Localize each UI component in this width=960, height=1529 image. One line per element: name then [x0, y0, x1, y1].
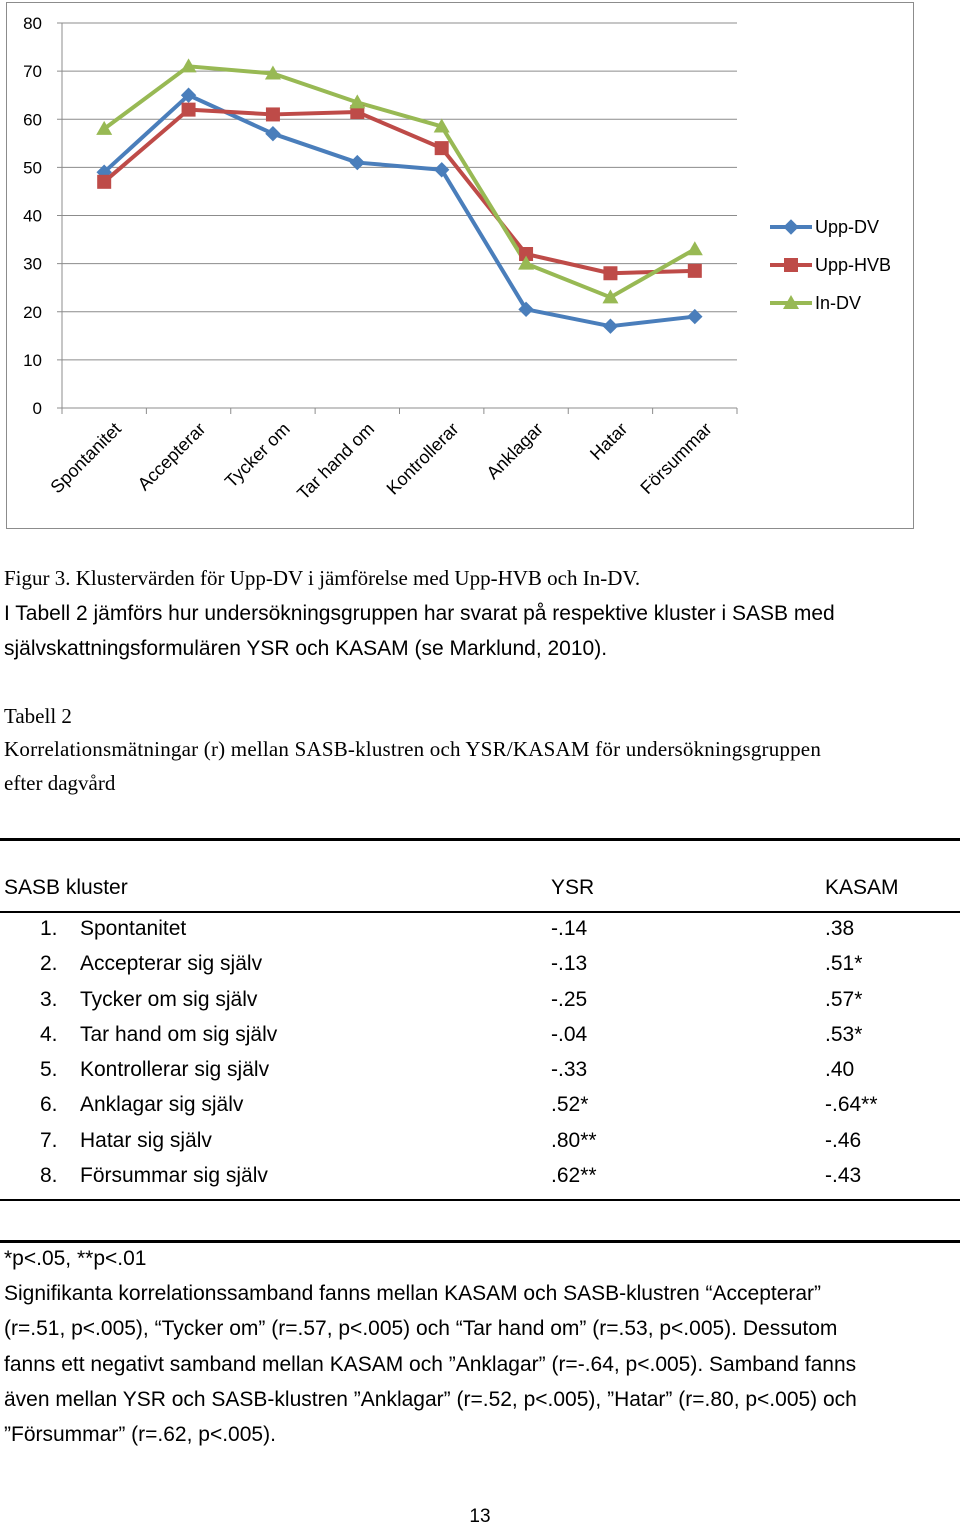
data-point-square: [266, 107, 280, 121]
y-tick-label: 50: [23, 158, 42, 178]
table-title-line-1: Korrelationsmätningar (r) mellan SASB-klustren och YSR/KASAM för undersökningsgruppen: [4, 737, 822, 761]
table-row: [0, 1058, 960, 1093]
data-point-triangle: [687, 241, 703, 255]
row-kasam: .38: [825, 917, 855, 940]
table-title-line-2: efter dagvård: [4, 771, 116, 795]
data-point-diamond: [603, 319, 617, 333]
row-number: 5.: [40, 1058, 58, 1081]
row-kasam: .51*: [825, 952, 863, 975]
row-ysr: .80**: [551, 1129, 597, 1152]
significance-note: *p<.05, **p<.01: [4, 1247, 147, 1270]
row-kasam: -.46: [825, 1129, 862, 1152]
row-cluster: Kontrollerar sig själv: [80, 1058, 270, 1081]
table-header-sasb: SASB kluster: [4, 876, 128, 899]
y-tick-label: 10: [23, 350, 42, 370]
row-number: 7.: [40, 1129, 58, 1152]
page-number: 13: [469, 1506, 491, 1527]
x-tick-label: Accepterar: [133, 418, 210, 495]
data-point-square: [784, 258, 798, 272]
table-top-rule: [0, 838, 960, 841]
data-point-square: [182, 103, 196, 117]
row-number: 1.: [40, 917, 58, 940]
row-ysr: -.33: [551, 1058, 588, 1081]
legend-label: Upp-HVB: [815, 255, 892, 275]
row-cluster: Tar hand om sig själv: [80, 1023, 278, 1046]
figure-caption: Figur 3. Klustervärden för Upp-DV i jämförelse med Upp-HVB och In-DV.: [4, 566, 641, 590]
x-tick-label: Tycker om: [220, 418, 294, 492]
row-number: 6.: [40, 1093, 58, 1116]
table-label: Tabell 2: [4, 704, 72, 728]
x-tick-label: Försummar: [636, 418, 716, 498]
row-ysr: .52*: [551, 1093, 589, 1116]
row-ysr: .62**: [551, 1164, 597, 1187]
conclusion-line-5: ”Försummar” (r=.62, p<.005).: [4, 1423, 276, 1446]
row-cluster: Tycker om sig själv: [80, 988, 258, 1011]
row-kasam: .40: [825, 1058, 855, 1081]
y-tick-label: 20: [23, 302, 42, 322]
conclusion-line-3: fanns ett negativt samband mellan KASAM och ”Anklagar” (r=-.64, p<.005). Samband fanns: [4, 1353, 857, 1376]
row-ysr: -.04: [551, 1023, 588, 1046]
table-header-kasam: KASAM: [825, 876, 899, 899]
x-tick-label: Anklagar: [482, 418, 547, 484]
row-number: 3.: [40, 988, 58, 1011]
row-cluster: Försummar sig själv: [80, 1164, 268, 1187]
row-kasam: .53*: [825, 1023, 863, 1046]
x-tick-label: Tar hand om: [293, 418, 379, 504]
y-tick-label: 60: [23, 110, 42, 130]
row-number: 8.: [40, 1164, 58, 1187]
row-kasam: -.43: [825, 1164, 862, 1187]
table-row: [0, 988, 960, 1023]
row-ysr: -.13: [551, 952, 588, 975]
x-tick-label: Kontrollerar: [382, 418, 463, 499]
table-row: [0, 917, 960, 952]
table-bottom-rule: [0, 1199, 960, 1201]
series-line-in-dv: [104, 66, 695, 297]
intro-line-1: I Tabell 2 jämförs hur undersökningsgruppen har svarat på respektive kluster i SASB med: [4, 602, 835, 625]
y-tick-label: 40: [23, 206, 42, 226]
table-header-ysr: YSR: [551, 876, 595, 899]
data-point-diamond: [784, 220, 798, 234]
x-tick-label: Spontanitet: [46, 418, 126, 498]
series-line-upp-hvb: [104, 110, 695, 274]
table-row: [0, 952, 960, 987]
data-point-square: [688, 264, 702, 278]
y-tick-label: 30: [23, 254, 42, 274]
table-row: [0, 1129, 960, 1164]
data-point-diamond: [266, 127, 280, 141]
row-ysr: -.14: [551, 917, 588, 940]
row-number: 2.: [40, 952, 58, 975]
y-tick-label: 70: [23, 62, 42, 82]
row-kasam: -.64**: [825, 1093, 878, 1116]
conclusion-line-2: (r=.51, p<.005), “Tycker om” (r=.57, p<.005) och “Tar hand om” (r=.53, p<.005). Dessutom: [4, 1317, 838, 1340]
note-rule: [0, 1240, 960, 1243]
legend-label: Upp-DV: [815, 217, 880, 237]
row-number: 4.: [40, 1023, 58, 1046]
y-tick-label: 0: [32, 399, 42, 418]
data-point-square: [97, 175, 111, 189]
row-cluster: Spontanitet: [80, 917, 187, 940]
conclusion-line-1: Signifikanta korrelationssamband fanns mellan KASAM och SASB-klustren “Accepterar”: [4, 1282, 822, 1305]
table-row: [0, 1093, 960, 1128]
row-ysr: -.25: [551, 988, 588, 1011]
data-point-square: [435, 141, 449, 155]
conclusion-line-4: även mellan YSR och SASB-klustren ”Anklagar” (r=.52, p<.005), ”Hatar” (r=.80, p<.005) och: [4, 1388, 857, 1411]
x-tick-label: Hatar: [586, 418, 632, 464]
row-cluster: Accepterar sig själv: [80, 952, 263, 975]
intro-line-2: självskattningsformulären YSR och KASAM (se Marklund, 2010).: [4, 637, 608, 660]
row-cluster: Anklagar sig själv: [80, 1093, 244, 1116]
table-header-rule: [0, 911, 960, 913]
table-row: [0, 1023, 960, 1058]
data-point-square: [603, 266, 617, 280]
table-row: [0, 1164, 960, 1199]
row-cluster: Hatar sig själv: [80, 1129, 212, 1152]
legend-label: In-DV: [815, 293, 862, 313]
y-tick-label: 80: [23, 14, 42, 33]
line-chart: [0, 0, 960, 535]
row-kasam: .57*: [825, 988, 863, 1011]
